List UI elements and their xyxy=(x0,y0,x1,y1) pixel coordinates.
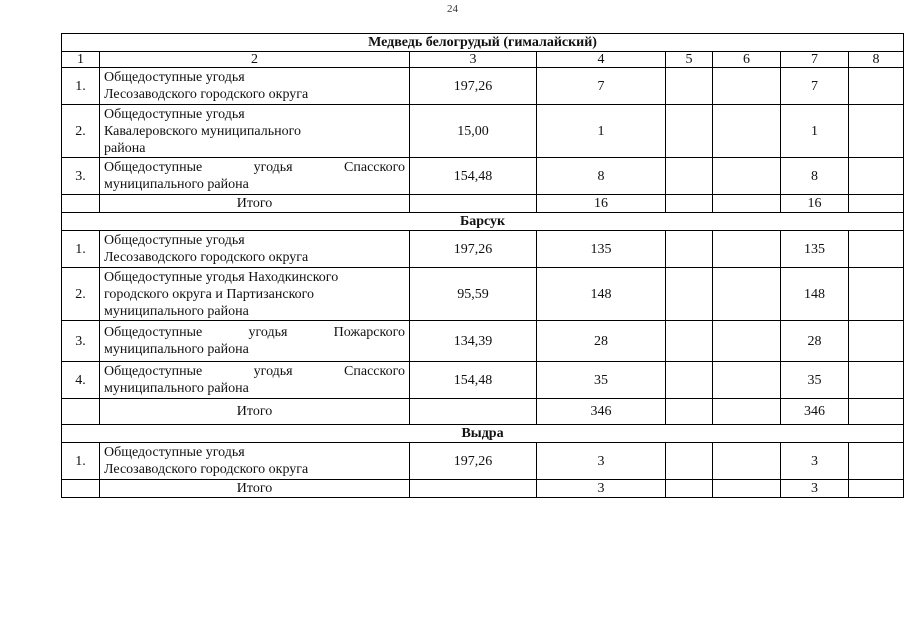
col6-cell xyxy=(713,68,781,105)
row-number: 3. xyxy=(62,158,100,195)
total-col5 xyxy=(666,399,713,425)
area-cell: 15,00 xyxy=(410,105,537,158)
column-number: 2 xyxy=(100,52,410,68)
total-area xyxy=(410,480,537,498)
col5-cell xyxy=(666,105,713,158)
col6-cell xyxy=(713,362,781,399)
col5-cell xyxy=(666,68,713,105)
total-col6 xyxy=(713,480,781,498)
col7-cell: 7 xyxy=(781,68,849,105)
total-label: Итого xyxy=(100,195,410,213)
hunting-ground-name: Общедоступные угодья Лесозаводского городского округа xyxy=(100,443,410,480)
row-number: 2. xyxy=(62,268,100,321)
area-cell: 134,39 xyxy=(410,321,537,362)
hunting-ground-name: Общедоступные угодья Лесозаводского городского округа xyxy=(100,68,410,105)
area-cell: 197,26 xyxy=(410,231,537,268)
col8-cell xyxy=(849,105,904,158)
total-col8 xyxy=(849,480,904,498)
total-col5 xyxy=(666,195,713,213)
col8-cell xyxy=(849,443,904,480)
col4-cell: 3 xyxy=(537,443,666,480)
total-col4: 16 xyxy=(537,195,666,213)
total-col7: 16 xyxy=(781,195,849,213)
section-title: Барсук xyxy=(62,213,904,231)
table-row xyxy=(62,268,904,321)
total-col5 xyxy=(666,480,713,498)
col8-cell xyxy=(849,231,904,268)
col8-cell xyxy=(849,158,904,195)
table-row xyxy=(62,231,904,268)
col6-cell xyxy=(713,443,781,480)
col7-cell: 148 xyxy=(781,268,849,321)
row-number: 1. xyxy=(62,443,100,480)
col6-cell xyxy=(713,321,781,362)
col8-cell xyxy=(849,362,904,399)
table-row xyxy=(62,362,904,399)
area-cell: 154,48 xyxy=(410,362,537,399)
total-col8 xyxy=(849,195,904,213)
total-col8 xyxy=(849,399,904,425)
hunting-ground-name: Общедоступные угодья Спасского муниципального района xyxy=(100,158,410,195)
col6-cell xyxy=(713,268,781,321)
col4-cell: 135 xyxy=(537,231,666,268)
area-cell: 95,59 xyxy=(410,268,537,321)
col7-cell: 3 xyxy=(781,443,849,480)
col4-cell: 7 xyxy=(537,68,666,105)
col5-cell xyxy=(666,158,713,195)
total-row xyxy=(62,480,904,498)
col7-cell: 135 xyxy=(781,231,849,268)
col4-cell: 148 xyxy=(537,268,666,321)
table-row xyxy=(62,158,904,195)
total-area xyxy=(410,195,537,213)
column-number: 3 xyxy=(410,52,537,68)
total-area xyxy=(410,399,537,425)
col8-cell xyxy=(849,268,904,321)
area-cell: 197,26 xyxy=(410,443,537,480)
section-title: Выдра xyxy=(62,425,904,443)
total-label: Итого xyxy=(100,480,410,498)
col7-cell: 1 xyxy=(781,105,849,158)
column-number: 8 xyxy=(849,52,904,68)
col6-cell xyxy=(713,158,781,195)
row-number: 4. xyxy=(62,362,100,399)
col5-cell xyxy=(666,231,713,268)
col6-cell xyxy=(713,105,781,158)
area-cell: 154,48 xyxy=(410,158,537,195)
total-col6 xyxy=(713,399,781,425)
col7-cell: 8 xyxy=(781,158,849,195)
col4-cell: 1 xyxy=(537,105,666,158)
col7-cell: 35 xyxy=(781,362,849,399)
col7-cell: 28 xyxy=(781,321,849,362)
column-number: 5 xyxy=(666,52,713,68)
col8-cell xyxy=(849,68,904,105)
column-number: 7 xyxy=(781,52,849,68)
total-label: Итого xyxy=(100,399,410,425)
column-number: 6 xyxy=(713,52,781,68)
table-row xyxy=(62,321,904,362)
col6-cell xyxy=(713,231,781,268)
page-number: 24 xyxy=(447,3,458,15)
hunting-ground-name: Общедоступные угодья Кавалеровского муниципального района xyxy=(100,105,410,158)
col4-cell: 28 xyxy=(537,321,666,362)
col5-cell xyxy=(666,268,713,321)
hunting-ground-name: Общедоступные угодья Пожарского муниципального района xyxy=(100,321,410,362)
total-row xyxy=(62,195,904,213)
row-number: 2. xyxy=(62,105,100,158)
col4-cell: 8 xyxy=(537,158,666,195)
table-row xyxy=(62,68,904,105)
hunting-ground-name: Общедоступные угодья Лесозаводского городского округа xyxy=(100,231,410,268)
total-col7: 3 xyxy=(781,480,849,498)
row-number: 1. xyxy=(62,231,100,268)
table-row xyxy=(62,443,904,480)
quota-table xyxy=(61,33,904,498)
total-row xyxy=(62,399,904,425)
total-col7: 346 xyxy=(781,399,849,425)
hunting-ground-name: Общедоступные угодья Спасского муниципального района xyxy=(100,362,410,399)
col5-cell xyxy=(666,321,713,362)
column-number: 1 xyxy=(62,52,100,68)
total-col4: 3 xyxy=(537,480,666,498)
hunting-ground-name: Общедоступные угодья Находкинского городского округа и Партизанского муниципального района xyxy=(100,268,410,321)
total-col6 xyxy=(713,195,781,213)
row-number: 3. xyxy=(62,321,100,362)
col5-cell xyxy=(666,362,713,399)
col8-cell xyxy=(849,321,904,362)
total-col4: 346 xyxy=(537,399,666,425)
col5-cell xyxy=(666,443,713,480)
column-number-row xyxy=(62,52,904,68)
table-row xyxy=(62,105,904,158)
col4-cell: 35 xyxy=(537,362,666,399)
column-number: 4 xyxy=(537,52,666,68)
area-cell: 197,26 xyxy=(410,68,537,105)
row-number: 1. xyxy=(62,68,100,105)
section-title: Медведь белогрудый (гималайский) xyxy=(62,34,904,52)
